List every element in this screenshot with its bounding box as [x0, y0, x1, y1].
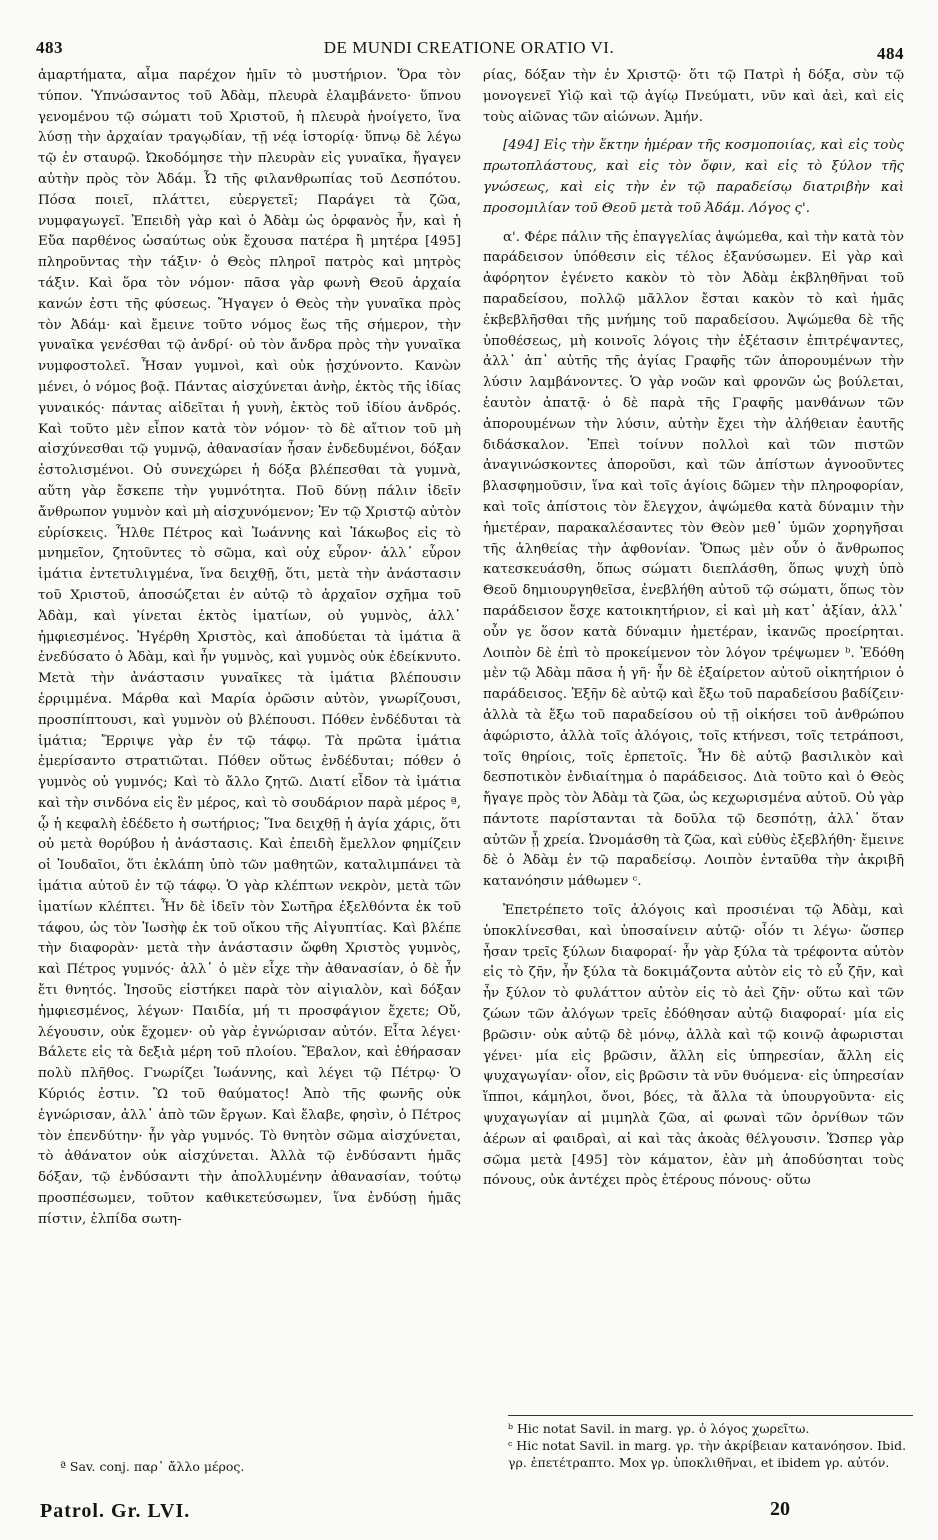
right-column	[483, 66, 904, 1192]
footnote-a: ª Sav. conj. παρ᾽ ἄλλο μέρος.	[60, 1459, 245, 1474]
running-title: DE MUNDI CREATIONE ORATIO VI.	[323, 38, 615, 57]
signature-number: 20	[770, 1498, 790, 1520]
footnotes-left	[60, 1458, 460, 1475]
left-column	[38, 66, 461, 1231]
footnote-b: ᵇ Hic notat Savil. in marg. γρ. ὁ λόγος χωρεῖτω.	[508, 1421, 810, 1436]
right-paragraph-section-2: Ἐπετρέπετο τοῖς ἀλόγοις καὶ προσιέναι τῷ Ἀδὰμ, καὶ ὑποκλίνεσθαι, καὶ ὑποσαίνειν αὐτῷ· οἷόν τι λέγω· ὥσπερ ἦσαν τρεῖς ξύλων διαφοραί· ἦν γὰρ ξύλα τὰ τρέφοντα αὐτὸν εἰς τὸ ζῆν, ἦν ξύλα τὰ δοκιμάζοντα αὐτὸν εἰς τὸ εὖ ζῆν, καὶ ἦν ξύλον τὸ φυλάττον αὐτὸν εἰς τὸ ἀεὶ ζῆν· οὕτω καὶ τῶν ζώων τῶν ἀλόγων τρεῖς ἐδόθησαν αὐτῷ διαφοραί· μία εἰς βρῶσιν· οὐκ αὐτῷ δὲ μόνῳ, ἀλλὰ καὶ τῷ κοινῷ ἀφωρισται γένει· μία εἰς βρῶσιν, ἄλλη εἰς ὑπηρεσίαν, ἄλλη εἰς ψυχαγωγίαν· οἷον, εἰς βρῶσιν τὰ νῦν θυόμενα· εἰς ὑπηρεσίαν ἵπποι, κάμηλοι, ὄνοι, βόες, τὰ ἄλλα τὰ ὑπουργοῦντα· εἰς ψυχαγωγίαν αἱ μιμηλὰ ζῶα, αἱ φωναὶ τῶν ὀρνίθων τῶν ἀέρων αἱ φαιδραὶ, αἱ καὶ τὰς ἀκοὰς θέλγουσιν. Ὥσπερ γὰρ σῶμα μετὰ [495] τὸν κάματον, ἐὰν μὴ ἀποδύσηται τοὺς πόνους, οὐκ ἀντέχει πρὸς ἑτέρους πόνους· οὕτω	[483, 903, 904, 1189]
running-header	[20, 30, 918, 63]
signature-mark: Patrol. Gr. LVI.	[40, 1500, 191, 1522]
chapter-heading: [494] Εἰς τὴν ἕκτην ἡμέραν τῆς κοσμοποιίας, καὶ εἰς τοὺς πρωτοπλάστους, καὶ εἰς τὸν ὄφιν, καὶ εἰς τὸ ξύλον τῆς γνώσεως, καὶ εἰς τὴν ἐν τῷ παραδείσῳ διατριβὴν καὶ προσομιλίαν τοῦ Θεοῦ μετὰ τοῦ Ἀδάμ. Λόγος ς'.	[483, 138, 904, 216]
footnotes-right	[508, 1415, 913, 1471]
right-paragraph-closing: ρίας, δόξαν τὴν ἐν Χριστῷ· ὅτι τῷ Πατρὶ ἡ δόξα, σὺν τῷ μονογενεῖ Υἱῷ καὶ τῷ ἁγίῳ Πνεύματι, νῦν καὶ ἀεὶ, καὶ εἰς τοὺς αἰῶνας τῶν αἰώνων. Ἀμήν.	[483, 68, 904, 125]
footnote-c: ᶜ Hic notat Savil. in marg. γρ. τὴν ἀκρίβειαν κατανόησον. Ibid. γρ. ἐπετέτραπτο. Mox γρ. ὑποκλιθῆναι, et ibidem γρ. αὐτόν.	[508, 1438, 907, 1470]
right-paragraph-section-1: α'. Φέρε πάλιν τῆς ἐπαγγελίας ἀψώμεθα, καὶ τὴν κατὰ τὸν παράδεισον ὑπόθεσιν εἰς τέλος ἐξανύσωμεν. Εἰ γὰρ καὶ ἀφόρητον ἐγένετο κακὸν τὸ τὸν Ἀδὰμ ἐκβληθῆναι τοῦ παραδείσου, πολλῷ μᾶλλον ἔσται κακὸν τὸ καὶ ἡμᾶς ἐκβεβλῆσθαι τῆς μνήμης τοῦ παραδείσου. Ἀψώμεθα δὲ τῆς ὑποθέσεως, μὴ κοινοῖς λόγοις τὴν ἐξέτασιν ἐπιτρέψαντες, ἀλλ᾽ ἀπ᾽ αὐτῆς τῆς ἁγίας Γραφῆς τῶν ἀπορουμένων τὴν λύσιν λαμβάνοντες. Ὁ γὰρ νοῶν καὶ φρονῶν ὡς βούλεται, ἑαυτὸν ἀπατᾷ· ὁ δὲ παρὰ τῆς Γραφῆς μανθάνων τῶν ἀπορουμένων τὴν λύσιν, αὐτὴν ἔχει τὴν ἀλήθειαν ἑαυτῆς διδάσκαλον. Ἐπεὶ τοίνυν πολλοὶ καὶ τῶν πιστῶν ἀναγινώσκοντες ἀποροῦσι, καὶ τῶν ἀπίστων ἀγνοοῦντες βλασφημοῦσιν, ἵνα καὶ τοῖς ἁγίοις δῶμεν τὴν πληροφορίαν, καὶ τοῖς ἀπίστοις τὸν ἔλεγχον, ἀψώμεθα κατὰ δύναμιν τὴν ἡμετέραν, παρακαλέσαντες τὸν Θεὸν μεθ᾽ ὑμῶν χορηγῆσαι τῆς ἀληθείας τὴν ἀφθονίαν. Ὅπως μὲν οὖν ὁ ἄνθρωπος κατεσκευάσθη, ὅπως σώματι διεπλάσθη, ὅπως ψυχὴ ὑπὸ Θεοῦ δημιουργηθεῖσα, ἐνεβλήθη αὐτοῦ τῷ σώματι, ὅπως τὸν παράδεισον ἔσχε κατοικητήριον, εἰ καὶ μὴ κατ᾽ ἀξίαν, ἀλλ᾽ οὖν γε ὅσον κατὰ δύναμιν ἡμετέραν, ἱκανῶς προείρηται. Λοιπὸν δὲ ἐπὶ τὸ προκείμενον τὸν λόγον τρέψωμεν ᵇ. Ἐδόθη μὲν τῷ Ἀδὰμ πᾶσα ἡ γῆ· ἦν δὲ ἐξαίρετον αὐτοῦ οἰκητήριον ὁ παράδεισος. Ἐξῆν δὲ αὐτῷ καὶ ἔξω τοῦ παραδείσου βαδίζειν· ἀλλὰ τὰ ἔξω τοῦ παραδείσου οὐ τῇ οἰκήσει τοῦ ἀνθρώπου ἀφώριστο, ἀλλὰ τοῖς ἀλόγοις, τοῖς κτήνεσι, τοῖς τετράποσι, τοῖς θηρίοις, τοῖς ἑρπετοῖς. Ἦν δὲ αὐτῷ βασιλικὸν καὶ δεσποτικὸν ἐνδιαίτημα ὁ παράδεισος. Διὰ τοῦτο καὶ ὁ Θεὸς ἤγαγε πρὸς τὸν Ἀδὰμ τὰ ζῶα, ὡς κεχωρισμένα αὐτοῦ. Οὐ γὰρ πάντοτε παρίστανται τὰ δοῦλα τῷ δεσπότῃ, ἀλλ᾽ ὅταν αὐτῶν ᾖ χρεία. Ὠνομάσθη τὰ ζῶα, καὶ εὐθὺς ἐξεβλήθη· ἔμεινε δὲ ὁ Ἀδὰμ ἐν τῷ παραδείσῳ. Λοιπὸν ἐνταῦθα τὴν ἀκριβῆ κατανόησιν μάθωμεν ᶜ.	[483, 229, 904, 890]
left-paragraph: ἁμαρτήματα, αἷμα παρέχον ἡμῖν τὸ μυστήριον. Ὅρα τὸν τύπον. Ὑπνώσαντος τοῦ Ἀδὰμ, πλευρὰ ἐλαμβάνετο· ὕπνου γενομένου τῷ σώματι τοῦ Χριστοῦ, ἡ πλευρὰ ἠνοίγετο, ἵνα λύσῃ τὴν ἀρχαίαν τραγῳδίαν, τῇ νέᾳ ἱστορίᾳ· ὕπνῳ δὲ λέγω τῷ ἐν σταυρῷ. Ὠκοδόμησε τὴν πλευρὰν εἰς γυναῖκα, ἤγαγεν αὐτὴν πρὸς τὸν Ἀδάμ. Ὦ τῆς φιλανθρωπίας τοῦ Δεσπότου. Πόσα ποιεῖ, πλάττει, εὐεργετεῖ; Παράγει τὰ ζῶα, νυμφαγωγεῖ. Ἐπειδὴ γὰρ καὶ ὁ Ἀδὰμ ὡς ὀρφανὸς ἦν, καὶ ἡ Εὔα παρθένος ὡσαύτως οὐκ ἔχουσα πατέρα ἢ μητέρα [495] πληροῦντας τὴν τάξιν· ὁ Θεὸς πληροῖ πατρὸς καὶ μητρὸς τάξιν. Καὶ ὅρα τὸν νόμον· πᾶσα γὰρ φωνὴ Θεοῦ ἀρχαία κανών ἐστι τῆς φύσεως. Ἤγαγεν ὁ Θεὸς τὴν γυναῖκα πρὸς τὸν Ἀδάμ· καὶ ἔμεινε τοῦτο νόμος ἕως τῆς σήμερον, τὴν γυναῖκα γενέσθαι τῷ ἀνδρί· οὐ τὸν ἄνδρα πρὸς τὴν γυναῖκα νυμφοστολεῖ. Ἦσαν γυμνοὶ, καὶ οὐκ ᾐσχύνοντο. Κανὼν μένει, ὁ νόμος βοᾷ. Πάντας αἰσχύνεται ἀνὴρ, ἐκτὸς τῆς ἰδίας γυναικός· πάντας αἰδεῖται ἡ γυνὴ, ἐκτὸς τοῦ ἰδίου ἀνδρός. Καὶ τοῦτο μὲν εἶπον κατὰ τὸν νόμον· τὸ δὲ αἴτιον τοῦ μὴ αἰσχύνεσθαι τῷ γυμνῷ, ἀθανασίαν ἦσαν ἐνδεδυμένοι, δόξαν ἐστολισμένοι. Οὐ συνεχώρει ἡ δόξα βλέπεσθαι τὰ γυμνὰ, αὕτη γὰρ ἔσκεπε τὴν γυμνότητα. Ποῦ δύνῃ πάλιν ἰδεῖν ἄνθρωπον γυμνὸν καὶ μὴ αἰσχυνόμενον; Ἐν τῷ Χριστῷ αὐτὸν εὑρίσκεις. Ἦλθε Πέτρος καὶ Ἰωάννης καὶ Ἰάκωβος εἰς τὸ μνημεῖον, ζητοῦντες τὸ σῶμα, καὶ οὐχ εὗρον· ἀλλ᾽ εὗρον ἱμάτια ἐντετυλιγμένα, ἵνα δειχθῇ, ὅτι, μετὰ τὴν ἀνάστασιν τοῦ Χριστοῦ, ἀποσώζεται ἐν αὐτῷ τὸ ἀρχαῖον σχῆμα τοῦ Ἀδὰμ, καὶ γίνεται ἐκτὸς ἱματίων, οὐ γυμνὸς, ἀλλ᾽ ἠμφιεσμένος. Ἠγέρθη Χριστὸς, καὶ ἀποδύεται τὰ ἱμάτια ἃ ἐνεδύσατο ὁ Ἀδὰμ, καὶ ἦν γυμνὸς, καὶ γυμνὸς οὐκ ἐδείκνυτο. Μετὰ τὴν ἀνάστασιν γυναῖκες τὰ ἱμάτια βλέπουσιν ἐρριμμένα. Μάρθα καὶ Μαρία ὁρῶσιν αὐτὸν, γνωρίζουσι, προσπίπτουσι, καὶ γυμνὸν οὐ βλέπουσι. Πόθεν ἐνδέδυται τὰ ἱμάτια; Ἔρριψε γὰρ ἐν τῷ τάφῳ. Τὰ πρῶτα ἱμάτια ἐμερίσαντο στρατιῶται. Πόθεν οὕτως ἐνδέδυται; πόθεν ὁ γυμνὸς οὐ γυμνός; Καὶ τὸ ἄλλο ζητῶ. Διατί εἶδον τὰ ἱμάτια καὶ τὴν σινδόνα εἰς ἓν μέρος, καὶ τὸ σουδάριον παρὰ μέρος ª, ᾧ ἡ κεφαλὴ ἐδέδετο ἡ σωτήριος; Ἵνα δειχθῇ ἡ ἁγία χάρις, ὅτι οὐ μετὰ θορύβου ἡ ἀνάστασις. Καὶ ἐπειδὴ ἔμελλον φημίζειν οἱ Ἰουδαῖοι, ὅτι ἐκλάπη ὑπὸ τῶν μαθητῶν, καταλιμπάνει τὰ ἱμάτια αὐτοῦ ἐν τῷ τάφῳ. Ὁ γὰρ κλέπτων νεκρὸν, μετὰ τῶν ἱματίων κλέπτει. Ἦν δὲ ἰδεῖν τὸν Σωτῆρα ἐξελθόντα ἐκ τοῦ τάφου, ὡς τὸν Ἰωσὴφ ἐκ τοῦ οἴκου τῆς Αἰγυπτίας. Καὶ βλέπε τὴν διαφορὰν· μετὰ τὴν ἀνάστασιν ὤφθη Χριστὸς γυμνὸς, καὶ Πέτρος γυμνός· ἀλλ᾽ ὁ μὲν εἶχε τὴν ἀθανασίαν, ὁ δὲ ἦν ἔτι θνητός. Ἰησοῦς εἱστήκει παρὰ τὸν αἰγιαλὸν, καὶ δόξαν ἠμφιεσμένος, λέγων· Παιδία, μή τι προσφάγιον ἔχετε; Οὔ, λέγουσιν, οὐκ ἔχομεν· οὐ γὰρ ἐγνώρισαν αὐτόν. Εἶτα λέγει· Βάλετε εἰς τὰ δεξιὰ μέρη τοῦ πλοίου. Ἔβαλον, καὶ ἐθήρασαν πολὺ πλῆθος. Γνωρίζει Ἰωάννης, καὶ λέγει τῷ Πέτρῳ· Ὁ Κύριός ἐστιν. Ὢ τοῦ θαύματος! Ἀπὸ τῆς φωνῆς οὐκ ἐγνώρισαν, ἀλλ᾽ ἀπὸ τῶν ἔργων. Καὶ ἔλαβε, φησὶν, ὁ Πέτρος τὸν ἐπενδύτην· ἦν γὰρ γυμνός. Τὸ θνητὸν σῶμα αἰσχύνεται, τὸ ἀθάνατον οὐκ αἰσχύνεται. Ἀλλὰ τῷ ἐνδύσαντι ἡμᾶς δόξαν, τῷ ἐνδύσαντι τὴν ἀπολλυμένην ἀθανασίαν, τούτῳ προσπέσωμεν, τοῦτον καθικετεύσωμεν, ἵνα ἐνδύσῃ ἡμᾶς πίστιν, ἐλπίδα σωτη-	[38, 68, 461, 1227]
page-number-right: 484	[877, 44, 904, 63]
page-number-left: 483	[36, 38, 63, 57]
